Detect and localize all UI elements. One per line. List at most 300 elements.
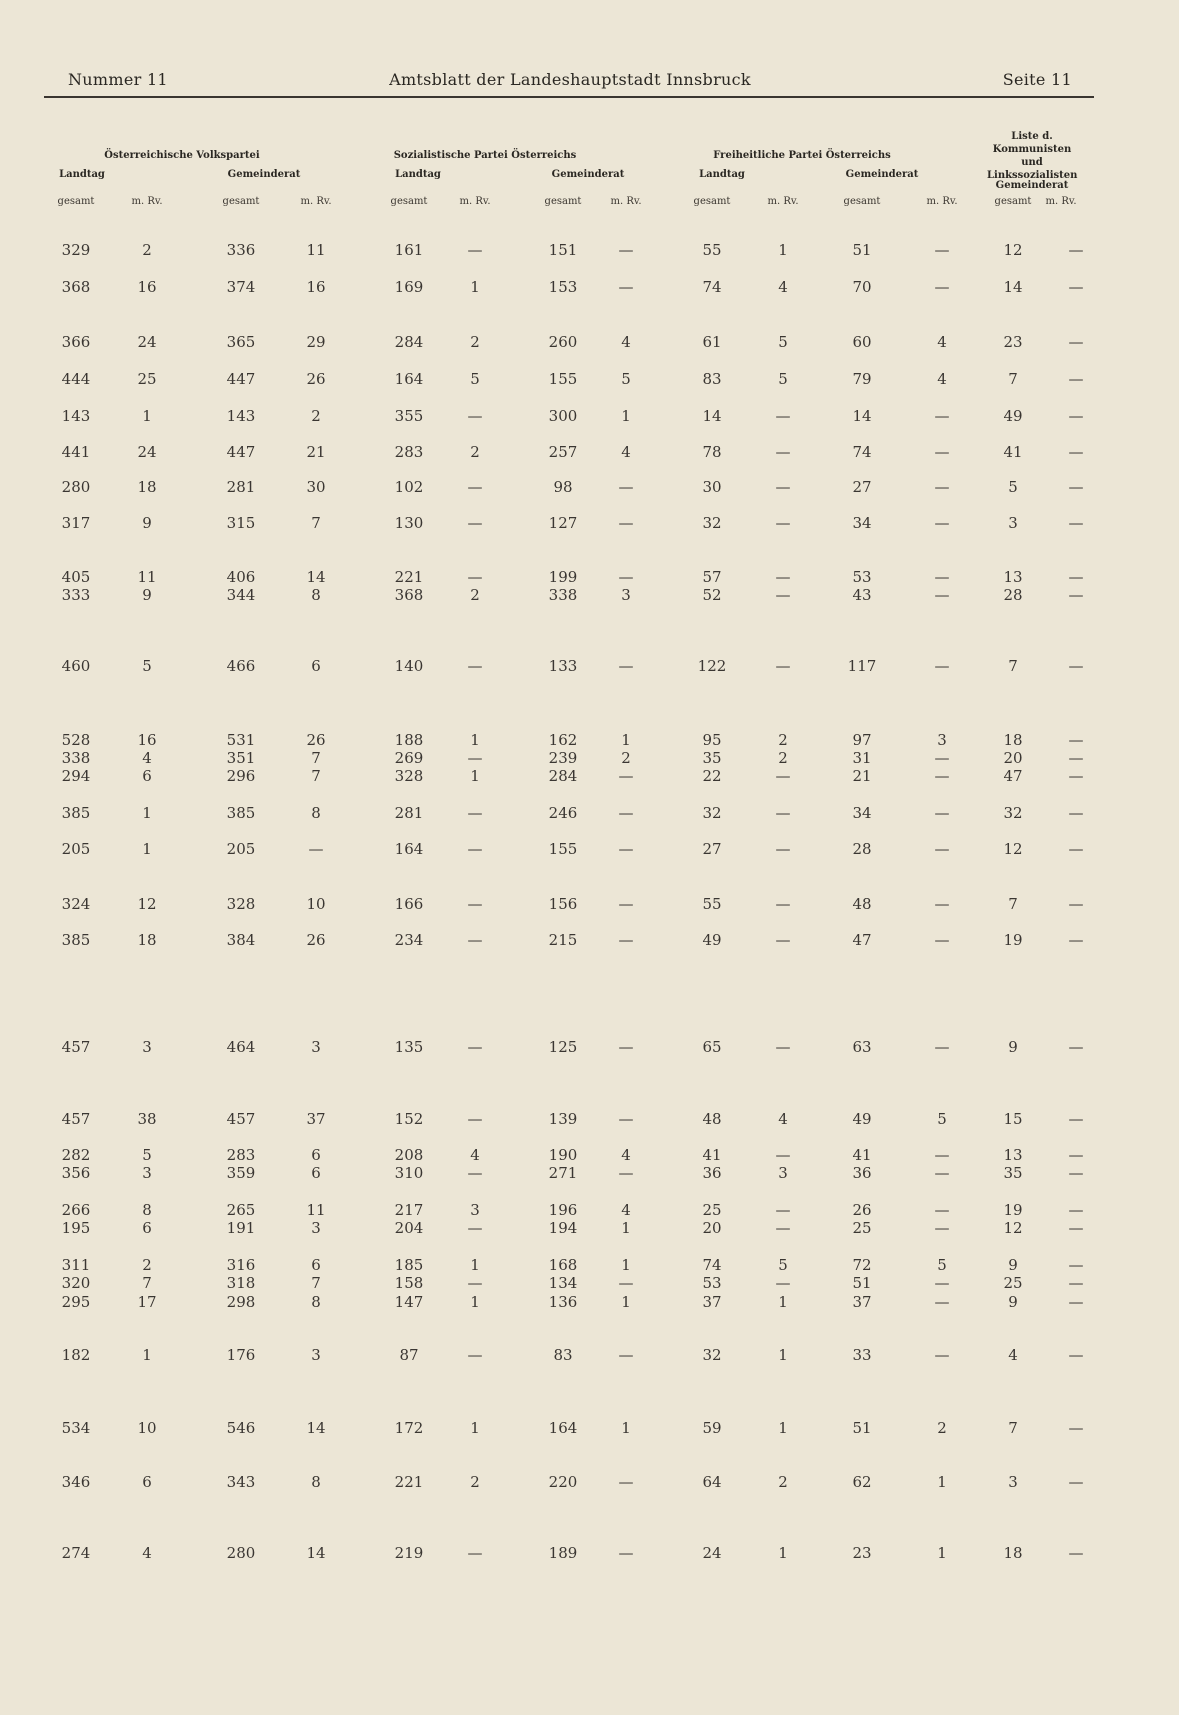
table-cell: 12: [1003, 241, 1023, 259]
table-cell: 280: [61, 478, 91, 496]
table-cell: 464: [226, 1038, 256, 1056]
table-cell: 7: [311, 767, 321, 785]
table-cell: 528: [61, 731, 91, 749]
table-cell: 8: [311, 1473, 321, 1491]
table-cell: 23: [1003, 333, 1023, 351]
table-cell: 5: [937, 1110, 947, 1128]
table-cell: —: [775, 840, 791, 858]
table-row: [0, 931, 1179, 949]
table-cell: 59: [702, 1419, 722, 1437]
table-cell: 34: [852, 514, 872, 532]
table-cell: —: [618, 568, 634, 586]
col-header: gesamt: [57, 196, 95, 207]
table-cell: —: [1068, 278, 1084, 296]
table-cell: 18: [1003, 731, 1023, 749]
table-cell: 405: [61, 568, 91, 586]
col-header: m. Rv.: [131, 196, 163, 207]
table-cell: 1: [778, 1346, 788, 1364]
table-cell: 133: [548, 657, 578, 675]
table-cell: 296: [226, 767, 256, 785]
col-header: gesamt: [544, 196, 582, 207]
table-cell: —: [934, 1346, 950, 1364]
table-cell: 9: [142, 514, 152, 532]
table-cell: 284: [394, 333, 424, 351]
table-cell: 457: [226, 1110, 256, 1128]
table-cell: 283: [394, 443, 424, 461]
col-header: m. Rv.: [459, 196, 491, 207]
table-row: [0, 370, 1179, 388]
table-cell: —: [467, 931, 483, 949]
table-row: [0, 333, 1179, 351]
table-cell: 151: [548, 241, 578, 259]
table-cell: —: [1068, 1346, 1084, 1364]
table-cell: 15: [1003, 1110, 1023, 1128]
table-cell: —: [934, 1146, 950, 1164]
table-cell: 51: [852, 241, 872, 259]
table-cell: 32: [1003, 804, 1023, 822]
table-cell: —: [1068, 514, 1084, 532]
col-header: m. Rv.: [767, 196, 799, 207]
table-cell: 143: [61, 407, 91, 425]
table-cell: —: [1068, 804, 1084, 822]
table-cell: 294: [61, 767, 91, 785]
table-cell: 385: [226, 804, 256, 822]
table-cell: 6: [311, 1164, 321, 1182]
table-cell: 182: [61, 1346, 91, 1364]
table-cell: 70: [852, 278, 872, 296]
table-cell: —: [934, 657, 950, 675]
table-cell: 51: [852, 1274, 872, 1292]
table-row: [0, 1274, 1179, 1292]
table-cell: 49: [1003, 407, 1023, 425]
table-cell: —: [467, 241, 483, 259]
running-header: [48, 70, 1092, 94]
table-cell: 10: [137, 1419, 157, 1437]
table-cell: 28: [852, 840, 872, 858]
table-cell: 37: [306, 1110, 326, 1128]
table-cell: 14: [852, 407, 872, 425]
table-cell: —: [467, 1346, 483, 1364]
table-cell: 219: [394, 1544, 424, 1562]
table-cell: —: [934, 1201, 950, 1219]
table-cell: —: [934, 278, 950, 296]
table-cell: 1: [470, 278, 480, 296]
table-cell: 365: [226, 333, 256, 351]
table-cell: —: [467, 1274, 483, 1292]
table-cell: —: [467, 1164, 483, 1182]
table-cell: 11: [137, 568, 157, 586]
table-cell: 41: [702, 1146, 722, 1164]
table-cell: 2: [937, 1419, 947, 1437]
table-cell: 333: [61, 586, 91, 604]
table-cell: —: [1068, 731, 1084, 749]
table-cell: 47: [1003, 767, 1023, 785]
table-cell: 385: [61, 804, 91, 822]
table-cell: 140: [394, 657, 424, 675]
table-cell: —: [775, 657, 791, 675]
table-cell: 49: [852, 1110, 872, 1128]
table-cell: —: [618, 478, 634, 496]
table-row: [0, 1110, 1179, 1128]
table-cell: —: [618, 657, 634, 675]
table-cell: —: [618, 241, 634, 259]
table-cell: 164: [548, 1419, 578, 1437]
table-cell: 162: [548, 731, 578, 749]
table-cell: 12: [1003, 840, 1023, 858]
table-cell: 38: [137, 1110, 157, 1128]
table-cell: 122: [697, 657, 727, 675]
table-cell: 7: [1008, 370, 1018, 388]
table-cell: 546: [226, 1419, 256, 1437]
table-cell: 3: [142, 1038, 152, 1056]
table-cell: 26: [306, 931, 326, 949]
table-cell: 30: [702, 478, 722, 496]
table-cell: 65: [702, 1038, 722, 1056]
table-cell: 188: [394, 731, 424, 749]
table-row: [0, 1038, 1179, 1056]
table-cell: —: [1068, 1110, 1084, 1128]
table-cell: —: [1068, 478, 1084, 496]
table-cell: 4: [937, 370, 947, 388]
table-cell: —: [618, 1274, 634, 1292]
table-cell: —: [1068, 443, 1084, 461]
table-cell: 9: [1008, 1256, 1018, 1274]
page-number: Seite 11: [1002, 70, 1072, 89]
table-cell: 2: [470, 1473, 480, 1491]
table-cell: —: [934, 931, 950, 949]
table-cell: 3: [311, 1038, 321, 1056]
table-cell: 48: [702, 1110, 722, 1128]
table-cell: 5: [778, 370, 788, 388]
table-cell: 2: [470, 443, 480, 461]
table-cell: 61: [702, 333, 722, 351]
table-cell: 298: [226, 1293, 256, 1311]
table-cell: 5: [778, 333, 788, 351]
table-cell: 55: [702, 241, 722, 259]
table-cell: 6: [142, 1473, 152, 1491]
table-cell: 356: [61, 1164, 91, 1182]
table-cell: —: [467, 895, 483, 913]
table-cell: 16: [137, 731, 157, 749]
table-cell: 194: [548, 1219, 578, 1237]
table-cell: 1: [470, 1256, 480, 1274]
table-cell: —: [1068, 895, 1084, 913]
table-row: [0, 1419, 1179, 1437]
table-cell: 29: [306, 333, 326, 351]
table-cell: 5: [1008, 478, 1018, 496]
table-cell: 4: [778, 1110, 788, 1128]
table-cell: 8: [311, 804, 321, 822]
table-cell: —: [618, 767, 634, 785]
table-cell: —: [1068, 568, 1084, 586]
table-cell: —: [934, 1164, 950, 1182]
table-cell: —: [934, 407, 950, 425]
table-cell: —: [775, 895, 791, 913]
table-cell: 2: [621, 749, 631, 767]
table-cell: —: [618, 1346, 634, 1364]
table-cell: 57: [702, 568, 722, 586]
table-cell: 134: [548, 1274, 578, 1292]
table-cell: 37: [852, 1293, 872, 1311]
table-cell: 246: [548, 804, 578, 822]
col-header: m. Rv.: [1045, 196, 1077, 207]
table-cell: 7: [311, 1274, 321, 1292]
table-cell: 127: [548, 514, 578, 532]
table-cell: 26: [306, 731, 326, 749]
table-cell: —: [775, 1219, 791, 1237]
table-cell: 3: [470, 1201, 480, 1219]
table-cell: 14: [306, 1544, 326, 1562]
table-cell: —: [1068, 1219, 1084, 1237]
table-cell: 95: [702, 731, 722, 749]
table-cell: 185: [394, 1256, 424, 1274]
table-cell: —: [618, 804, 634, 822]
table-cell: 48: [852, 895, 872, 913]
table-cell: —: [467, 749, 483, 767]
table-cell: 11: [306, 1201, 326, 1219]
table-row: [0, 478, 1179, 496]
table-cell: 1: [470, 731, 480, 749]
table-cell: 447: [226, 370, 256, 388]
col-header: gesamt: [994, 196, 1032, 207]
table-cell: 368: [394, 586, 424, 604]
table-cell: 2: [311, 407, 321, 425]
table-cell: 10: [306, 895, 326, 913]
table-cell: 97: [852, 731, 872, 749]
table-cell: 4: [621, 1201, 631, 1219]
table-cell: 8: [142, 1201, 152, 1219]
table-cell: —: [934, 514, 950, 532]
table-cell: 17: [137, 1293, 157, 1311]
table-cell: 6: [311, 1146, 321, 1164]
table-cell: —: [467, 840, 483, 858]
table-cell: 328: [226, 895, 256, 913]
table-cell: 161: [394, 241, 424, 259]
table-cell: 1: [778, 1293, 788, 1311]
table-cell: —: [934, 1293, 950, 1311]
table-cell: 18: [137, 478, 157, 496]
table-row: [0, 568, 1179, 586]
table-cell: 37: [702, 1293, 722, 1311]
table-cell: 9: [1008, 1038, 1018, 1056]
table-cell: 274: [61, 1544, 91, 1562]
table-cell: 351: [226, 749, 256, 767]
table-cell: 283: [226, 1146, 256, 1164]
table-cell: 3: [311, 1346, 321, 1364]
oevp-gemeinderat-label: Gemeinderat: [227, 169, 301, 180]
table-cell: 139: [548, 1110, 578, 1128]
table-cell: 5: [621, 370, 631, 388]
table-cell: —: [1068, 1256, 1084, 1274]
table-cell: 260: [548, 333, 578, 351]
table-cell: 195: [61, 1219, 91, 1237]
table-cell: 24: [702, 1544, 722, 1562]
table-cell: 317: [61, 514, 91, 532]
table-cell: —: [1068, 1544, 1084, 1562]
table-cell: 2: [142, 1256, 152, 1274]
table-cell: —: [934, 749, 950, 767]
table-cell: 221: [394, 1473, 424, 1491]
table-cell: 4: [778, 278, 788, 296]
table-row: [0, 1473, 1179, 1491]
table-cell: 295: [61, 1293, 91, 1311]
table-cell: 3: [311, 1219, 321, 1237]
table-cell: —: [1068, 1164, 1084, 1182]
table-cell: 41: [852, 1146, 872, 1164]
table-cell: —: [775, 767, 791, 785]
table-cell: —: [775, 586, 791, 604]
table-row: [0, 895, 1179, 913]
table-cell: 32: [702, 514, 722, 532]
table-cell: 74: [852, 443, 872, 461]
table-cell: 7: [1008, 1419, 1018, 1437]
table-row: [0, 1544, 1179, 1562]
table-row: [0, 731, 1179, 749]
table-row: [0, 514, 1179, 532]
table-cell: 7: [1008, 657, 1018, 675]
table-row: [0, 1146, 1179, 1164]
table-cell: —: [618, 1110, 634, 1128]
table-row: [0, 1219, 1179, 1237]
table-cell: 336: [226, 241, 256, 259]
table-cell: 16: [137, 278, 157, 296]
table-cell: 4: [621, 333, 631, 351]
table-cell: —: [1068, 767, 1084, 785]
table-cell: 6: [142, 767, 152, 785]
table-cell: 24: [137, 443, 157, 461]
table-cell: 117: [847, 657, 877, 675]
table-row: [0, 804, 1179, 822]
table-cell: —: [934, 568, 950, 586]
table-cell: 16: [306, 278, 326, 296]
table-cell: 217: [394, 1201, 424, 1219]
table-cell: 199: [548, 568, 578, 586]
party-fpoe: Freiheitliche Partei Österreichs: [713, 150, 891, 161]
table-cell: 12: [1003, 1219, 1023, 1237]
col-header: m. Rv.: [300, 196, 332, 207]
table-cell: —: [934, 804, 950, 822]
table-cell: —: [775, 1146, 791, 1164]
table-cell: —: [934, 895, 950, 913]
table-cell: 1: [778, 1544, 788, 1562]
table-cell: 19: [1003, 1201, 1023, 1219]
table-cell: —: [1068, 586, 1084, 604]
table-cell: 346: [61, 1473, 91, 1491]
table-cell: 441: [61, 443, 91, 461]
table-cell: 1: [470, 1419, 480, 1437]
table-cell: 26: [852, 1201, 872, 1219]
table-cell: 457: [61, 1038, 91, 1056]
table-cell: 74: [702, 1256, 722, 1274]
oevp-landtag-label: Landtag: [59, 169, 105, 180]
table-cell: —: [775, 1201, 791, 1219]
table-cell: 204: [394, 1219, 424, 1237]
table-cell: 74: [702, 278, 722, 296]
table-cell: 457: [61, 1110, 91, 1128]
table-cell: —: [775, 568, 791, 586]
table-cell: 34: [852, 804, 872, 822]
table-cell: 8: [311, 1293, 321, 1311]
table-cell: 281: [226, 478, 256, 496]
table-cell: —: [618, 514, 634, 532]
table-row: [0, 1346, 1179, 1364]
table-cell: 1: [142, 840, 152, 858]
table-cell: 19: [1003, 931, 1023, 949]
table-cell: —: [1068, 241, 1084, 259]
table-cell: 18: [137, 931, 157, 949]
table-cell: 49: [702, 931, 722, 949]
table-cell: 14: [306, 1419, 326, 1437]
table-cell: —: [1068, 1201, 1084, 1219]
table-cell: 13: [1003, 1146, 1023, 1164]
table-cell: —: [618, 278, 634, 296]
table-cell: 87: [399, 1346, 419, 1364]
table-cell: —: [1068, 333, 1084, 351]
table-cell: 152: [394, 1110, 424, 1128]
col-header: gesamt: [222, 196, 260, 207]
table-cell: —: [775, 478, 791, 496]
col-header: m. Rv.: [610, 196, 642, 207]
table-cell: —: [467, 1110, 483, 1128]
table-cell: 2: [470, 586, 480, 604]
table-cell: 2: [778, 749, 788, 767]
table-cell: —: [1068, 370, 1084, 388]
table-cell: 14: [1003, 278, 1023, 296]
table-cell: 205: [61, 840, 91, 858]
table-cell: —: [467, 514, 483, 532]
col-header: gesamt: [390, 196, 428, 207]
table-cell: 41: [1003, 443, 1023, 461]
table-cell: 189: [548, 1544, 578, 1562]
publication-title: Amtsblatt der Landeshauptstadt Innsbruck: [389, 70, 751, 89]
table-cell: 53: [702, 1274, 722, 1292]
col-header: m. Rv.: [926, 196, 958, 207]
table-cell: 1: [621, 1419, 631, 1437]
table-cell: —: [934, 1274, 950, 1292]
table-cell: 22: [702, 767, 722, 785]
table-row: [0, 1164, 1179, 1182]
table-cell: 5: [778, 1256, 788, 1274]
table-row: [0, 840, 1179, 858]
table-cell: 359: [226, 1164, 256, 1182]
table-cell: —: [467, 1038, 483, 1056]
table-cell: 355: [394, 407, 424, 425]
table-cell: 83: [553, 1346, 573, 1364]
table-cell: 62: [852, 1473, 872, 1491]
table-cell: —: [934, 586, 950, 604]
table-cell: 52: [702, 586, 722, 604]
table-cell: 366: [61, 333, 91, 351]
table-cell: 21: [852, 767, 872, 785]
table-cell: 51: [852, 1419, 872, 1437]
table-cell: 4: [621, 1146, 631, 1164]
fpoe-landtag-label: Landtag: [699, 169, 745, 180]
table-cell: 147: [394, 1293, 424, 1311]
table-row: [0, 1256, 1179, 1274]
table-cell: 282: [61, 1146, 91, 1164]
table-cell: —: [775, 1274, 791, 1292]
table-cell: 130: [394, 514, 424, 532]
table-cell: 1: [621, 731, 631, 749]
table-cell: 155: [548, 840, 578, 858]
table-cell: —: [1068, 1293, 1084, 1311]
table-cell: 102: [394, 478, 424, 496]
issue-number: Nummer 11: [68, 70, 168, 89]
table-cell: —: [775, 514, 791, 532]
table-cell: 5: [470, 370, 480, 388]
table-cell: 5: [937, 1256, 947, 1274]
table-cell: 25: [702, 1201, 722, 1219]
